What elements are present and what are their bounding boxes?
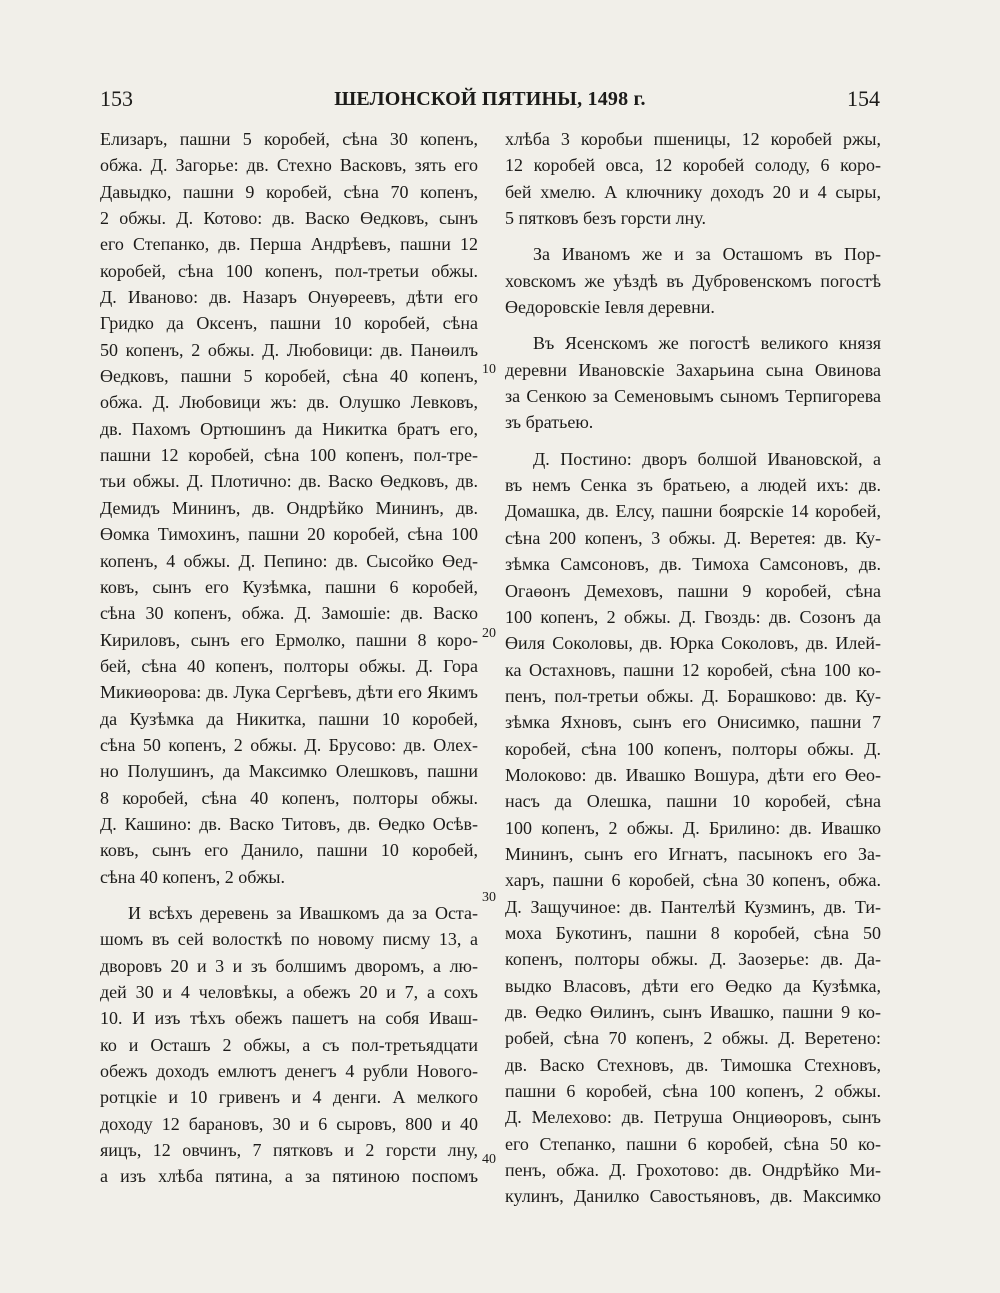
line-number: 30 (482, 890, 496, 905)
text-line: Давыдко, пашни 9 коробей, сѣна 70 копенъ, (100, 181, 478, 202)
text-line: а изъ хлѣба пятина, а за пятиною поспомъ (100, 1166, 478, 1187)
text-line: Өиля Соколовы, дв. Юрка Соколовъ, дв. Илей- (505, 633, 881, 654)
text-line: коробей, сѣна 100 копенъ, пол-третьи обжы. (100, 260, 478, 281)
text-line: Микиөорова: дв. Лука Сергѣевъ, дѣти его Якимъ (100, 682, 478, 703)
text-line: пенъ, обжа. Д. Грохотово: дв. Ондрѣйко Ми- (505, 1160, 881, 1181)
text-line: За Иваномъ же и за Осташомъ въ Пор- (533, 244, 881, 265)
text-line: обжа. Д. Любовици жъ: дв. Олушко Левковъ, (100, 392, 478, 413)
text-line: деревни Ивановскіе Захарьина сына Овинова (505, 359, 881, 380)
text-line: пашни 12 коробей, сѣна 100 копенъ, пол-тре- (100, 445, 478, 466)
text-line: 50 копенъ, 2 обжы. Д. Любовици: дв. Панөилъ (100, 339, 478, 360)
text-line: копенъ, 4 обжы. Д. Пепино: дв. Сысойко Өед- (100, 550, 478, 571)
page-header (100, 86, 880, 116)
text-line: сѣна 50 копенъ, 2 обжы. Д. Брусово: дв. Олех- (100, 734, 478, 755)
text-line: 100 копенъ, 2 обжы. Д. Брилино: дв. Ивашко (505, 817, 881, 838)
text-line: бей, сѣна 40 копенъ, полторы обжы. Д. Гора (100, 655, 478, 676)
text-line: зъ братьею. (505, 412, 594, 433)
text-line: въ немъ Сенка зъ братьею, а людей ихъ: дв. (505, 475, 881, 496)
text-line: Молоково: дв. Ивашко Вошура, дѣти его Өео- (505, 764, 881, 785)
text-line: дв. Васко Стехновъ, дв. Тимошка Стехновъ, (505, 1054, 881, 1075)
text-line: пенъ, пол-третьи обжы. Д. Борашково: дв. Ку- (505, 685, 881, 706)
line-number: 20 (482, 626, 496, 641)
paragraph-gap (505, 436, 881, 446)
text-line: шомъ въ сей волосткѣ по новому писму 13, а (100, 929, 478, 950)
text-line: 12 коробей овса, 12 коробей солоду, 6 коро- (505, 155, 881, 176)
line-number: 40 (482, 1152, 496, 1167)
text-line: Өедоровскіе Іевля деревни. (505, 297, 715, 318)
text-line: пашни 6 коробей, сѣна 100 копенъ, 2 обжы. (505, 1081, 881, 1102)
text-line: Д. Мелехово: дв. Петруша Онциөоровъ, сынъ (505, 1107, 881, 1128)
text-line: копенъ, полторы обжы. Д. Заозерье: дв. Да- (505, 949, 881, 970)
text-line: 8 коробей, сѣна 40 копенъ, полторы обжы. (100, 787, 478, 808)
text-line: ховскомъ же уѣздѣ въ Дубровенскомъ погостѣ (505, 270, 881, 291)
paragraph-gap (505, 320, 881, 330)
left-paragraph-2 (100, 900, 478, 1190)
text-line: ко и Осташъ 2 обжы, а съ пол-третьядцати (100, 1034, 478, 1055)
text-line: 10. И изъ тѣхъ обежъ пашетъ на собя Иваш- (100, 1008, 478, 1029)
text-line: коробей, сѣна 100 копенъ, полторы обжы. Д. (505, 738, 881, 759)
text-line: Домашка, дв. Елсу, пашни боярскіе 14 коробей, (505, 501, 881, 522)
text-line: ковъ, сынъ его Кузѣмка, пашни 6 коробей, (100, 576, 478, 597)
text-line: сѣна 40 копенъ, 2 обжы. (100, 866, 286, 887)
text-line: Мининъ, сынъ его Игнатъ, пасынокъ его За- (505, 843, 881, 864)
text-line: доходу 12 барановъ, 30 и 6 сыровъ, 800 и 40 (100, 1113, 478, 1134)
right-paragraph-4 (505, 446, 881, 1210)
text-line: 100 копенъ, 2 обжы. Д. Гвоздь: дв. Созонъ да (505, 606, 881, 627)
text-line: яицъ, 12 овчинъ, 7 пятковъ и 2 горсти лну, (100, 1140, 478, 1161)
paragraph-gap (505, 231, 881, 241)
text-line: сѣна 200 копенъ, 3 обжы. Д. Веретея: дв. Ку- (505, 527, 881, 548)
text-line: бей хмелю. А ключнику доходъ 20 и 4 сыры, (505, 181, 881, 202)
left-paragraph-1 (100, 126, 478, 890)
text-line: его Степанко, пашни 6 коробей, сѣна 50 ко- (505, 1133, 881, 1154)
text-line: Өомка Тимохинъ, пашни 20 коробей, сѣна 100 (100, 524, 478, 545)
text-line: обжа. Д. Загорье: дв. Стехно Васковъ, зять его (100, 155, 478, 176)
text-line: его Степанко, дв. Перша Андрѣевъ, пашни 12 (100, 234, 478, 255)
page-number-right: 154 (847, 86, 880, 111)
page-number-left: 153 (100, 86, 133, 111)
text-line: И всѣхъ деревень за Ивашкомъ да за Оста- (128, 902, 478, 923)
text-line: Д. Иваново: дв. Назаръ Онуөреевъ, дѣти его (100, 287, 478, 308)
text-line: дв. Пахомъ Ортюшинъ да Никитка братъ его, (100, 418, 478, 439)
text-line: ковъ, сынъ его Данило, пашни 10 коробей, (100, 840, 478, 861)
text-line: ротцкіе и 10 гривенъ и 4 денги. А мелкого (100, 1087, 478, 1108)
text-line: Демидъ Мининъ, дв. Ондрѣйко Мининъ, дв. (100, 497, 478, 518)
text-line: зѣмка Яхновъ, сынъ его Онисимко, пашни 7 (505, 712, 881, 733)
text-line: тьи обжы. Д. Плотично: дв. Васко Өедковъ, дв. (100, 471, 478, 492)
text-line: Огаөонъ Демеховъ, пашни 9 коробей, сѣна (505, 580, 881, 601)
text-line: Өедковъ, пашни 5 коробей, сѣна 40 копенъ, (100, 366, 478, 387)
text-line: выдко Власовъ, дѣти его Өедко да Кузѣмка, (505, 975, 881, 996)
text-line: харъ, пашни 6 коробей, сѣна 30 копенъ, обжа. (505, 870, 881, 891)
text-line: хлѣба 3 коробьи пшеницы, 12 коробей ржы, (505, 129, 881, 149)
text-line: Въ Ясенскомъ же погостѣ великого князя (533, 333, 881, 354)
text-line: дв. Өедко Өилинъ, сынъ Ивашко, пашни 9 ко- (505, 1002, 881, 1022)
text-line: моха Букотинъ, пашни 8 коробей, сѣна 50 (505, 922, 881, 943)
left-column (100, 126, 478, 1190)
text-line: Д. Кашино: дв. Васко Титовъ, дв. Өедко Осѣв- (100, 813, 478, 834)
right-column (505, 126, 881, 1210)
paragraph-gap (100, 890, 478, 900)
running-title: ШЕЛОНСКОЙ ПЯТИНЫ, 1498 г. (334, 88, 646, 110)
text-line: да Кузѣмка да Никитка, пашни 10 коробей, (100, 708, 478, 729)
text-line: робей, сѣна 70 копенъ, 2 обжы. Д. Веретено: (505, 1028, 881, 1049)
text-line: дей 30 и 4 человѣкы, а обежъ 20 и 7, а сохъ (100, 982, 478, 1002)
text-line: Кириловъ, сынъ его Ермолко, пашни 8 коро- (100, 629, 478, 650)
line-number: 10 (482, 362, 496, 377)
right-paragraph-2 (505, 241, 881, 320)
text-line: Гридко да Оксенъ, пашни 10 коробей, сѣна (100, 313, 478, 334)
text-line: дворовъ 20 и 3 и зъ болшимъ дворомъ, а лю- (100, 955, 478, 976)
text-line: Д. Постино: дворъ болшой Ивановской, а (533, 448, 881, 469)
text-line: Д. Защучиное: дв. Пантелѣй Кузминъ, дв. Ти- (505, 896, 881, 917)
text-line: Елизаръ, пашни 5 коробей, сѣна 30 копенъ, (100, 129, 478, 149)
text-line: но Полушинъ, да Максимко Олешковъ, пашни (100, 761, 478, 782)
text-line: обежъ доходъ емлютъ денегъ 4 рубли Нового- (100, 1061, 478, 1082)
right-paragraph-1 (505, 126, 881, 231)
text-line: 5 пятковъ безъ горсти лну. (505, 208, 706, 229)
text-line: зѣмка Самсоновъ, дв. Тимоха Самсоновъ, дв. (505, 554, 881, 575)
text-line: ка Остахновъ, пашни 12 коробей, сѣна 100 ко- (505, 659, 881, 680)
text-line: насъ да Олешка, пашни 10 коробей, сѣна (505, 791, 881, 812)
text-line: за Сенкою за Семеновымъ сыномъ Терпигорева (505, 386, 881, 407)
text-line: сѣна 30 копенъ, обжа. Д. Замошіе: дв. Васко (100, 603, 478, 624)
text-line: кулинъ, Данилко Савостьяновъ, дв. Максимко (505, 1186, 881, 1207)
right-paragraph-3 (505, 330, 881, 435)
text-line: 2 обжы. Д. Котово: дв. Васко Өедковъ, сынъ (100, 208, 478, 229)
